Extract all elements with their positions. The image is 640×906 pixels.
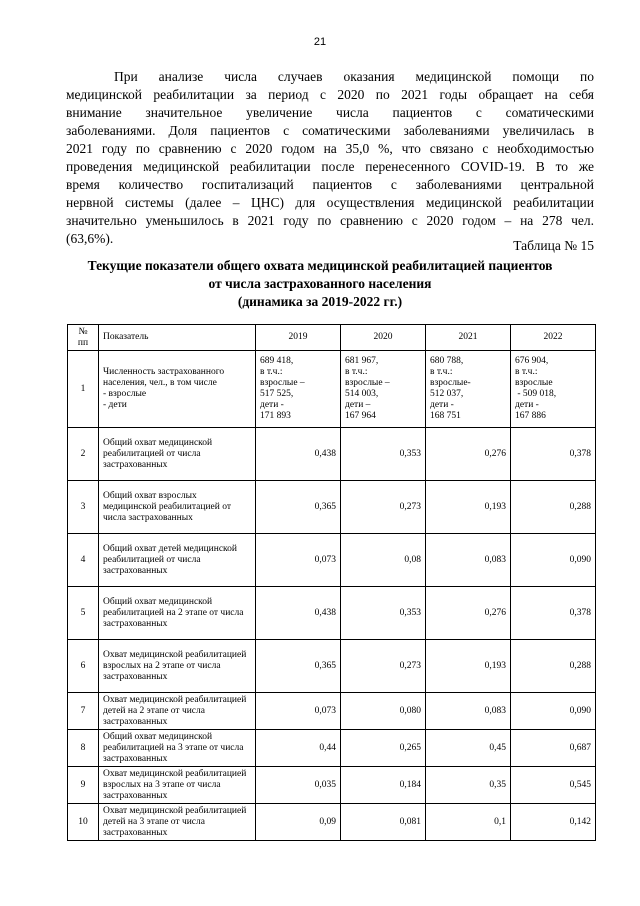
cell-line: 517 525, <box>260 389 294 399</box>
cell-line: взрослые – <box>260 378 305 388</box>
row-indicator: Охват медицинской реабилитацией детей на 3 этапе от числа застрахованных <box>99 804 256 841</box>
cell-line: 171 893 <box>260 411 291 421</box>
cell-line: 512 037, <box>430 389 464 399</box>
row-value: 0,193 <box>426 640 511 693</box>
row-value: 0,288 <box>511 481 596 534</box>
cell-line: взрослые <box>515 378 553 388</box>
row-value: 0,378 <box>511 428 596 481</box>
row-indicator: Общий охват детей медицинской реабилитацией от числа застрахованных <box>99 534 256 587</box>
table-row <box>68 534 596 587</box>
body-paragraph <box>66 68 594 248</box>
table-number: Таблица № 15 <box>513 238 594 253</box>
row-indicator: Общий охват медицинской реабилитацией от числа застрахованных <box>99 428 256 481</box>
row-indicator: Общий охват взрослых медицинской реабилитацией от числа застрахованных <box>99 481 256 534</box>
row-value: 0,687 <box>511 730 596 767</box>
header-num: № пп <box>68 325 99 351</box>
row-num: 2 <box>68 428 99 481</box>
cell-line: дети - <box>260 400 284 410</box>
row-value: 0,365 <box>256 640 341 693</box>
row-value: 0,090 <box>511 534 596 587</box>
cell-line: 168 751 <box>430 411 461 421</box>
cell-line: 676 904, <box>515 356 549 366</box>
paragraph-line: внимание значительное увеличение числа пациентов с соматическими <box>66 105 594 120</box>
row-value: 0,080 <box>341 693 426 730</box>
row-value: 0,35 <box>426 767 511 804</box>
row-value: 0,090 <box>511 693 596 730</box>
header-year: 2019 <box>256 325 341 351</box>
cell-line: дети - <box>515 400 539 410</box>
row-value: 0,273 <box>341 481 426 534</box>
cell-line: 167 964 <box>345 411 376 421</box>
table-title <box>40 257 600 311</box>
table-row <box>68 693 596 730</box>
row-value <box>341 351 426 428</box>
row-value: 0,545 <box>511 767 596 804</box>
row-num: 5 <box>68 587 99 640</box>
table-header-row <box>68 325 596 351</box>
row-value: 0,365 <box>256 481 341 534</box>
cell-line: в т.ч.: <box>430 367 453 377</box>
paragraph-line: время количество госпитализаций пациентов с заболеваниями центральной <box>66 177 594 192</box>
table-row <box>68 351 596 428</box>
title-line: от числа застрахованного населения <box>208 276 432 291</box>
row-num: 3 <box>68 481 99 534</box>
row-num: 7 <box>68 693 99 730</box>
table-row <box>68 640 596 693</box>
row-value: 0,08 <box>341 534 426 587</box>
table-row <box>68 804 596 841</box>
row-value: 0,142 <box>511 804 596 841</box>
cell-line: 689 418, <box>260 356 294 366</box>
cell-line: в т.ч.: <box>515 367 538 377</box>
row-num: 1 <box>68 351 99 428</box>
cell-line: 680 788, <box>430 356 464 366</box>
paragraph-line: нервной системы (далее – ЦНС) для осуществления медицинской реабилитации <box>66 195 594 210</box>
header-indicator: Показатель <box>99 325 256 351</box>
row-num: 6 <box>68 640 99 693</box>
row-value <box>256 351 341 428</box>
table-row <box>68 481 596 534</box>
row-indicator: Численность застрахованного населения, чел., в том числе - взрослые - дети <box>99 351 256 428</box>
table-row <box>68 730 596 767</box>
row-value: 0,193 <box>426 481 511 534</box>
row-value: 0,288 <box>511 640 596 693</box>
row-value: 0,45 <box>426 730 511 767</box>
row-value: 0,081 <box>341 804 426 841</box>
row-value: 0,184 <box>341 767 426 804</box>
row-value <box>511 351 596 428</box>
paragraph-line: (63,6%). <box>66 231 114 246</box>
row-indicator: Охват медицинской реабилитацией детей на 2 этапе от числа застрахованных <box>99 693 256 730</box>
row-indicator: Общий охват медицинской реабилитацией на 2 этапе от числа застрахованных <box>99 587 256 640</box>
row-num: 4 <box>68 534 99 587</box>
row-value: 0,438 <box>256 428 341 481</box>
title-line: Текущие показатели общего охвата медицинской реабилитацией пациентов <box>87 258 553 273</box>
cell-line: 514 003, <box>345 389 379 399</box>
row-num: 9 <box>68 767 99 804</box>
title-line: (динамика за 2019-2022 гг.) <box>237 294 403 309</box>
row-value: 0,083 <box>426 693 511 730</box>
row-value: 0,378 <box>511 587 596 640</box>
row-value: 0,073 <box>256 693 341 730</box>
paragraph-line: значительно уменьшилось в 2021 году по сравнению с 2020 годом – на 278 чел. <box>66 213 594 228</box>
row-indicator: Охват медицинской реабилитацией взрослых на 3 этапе от числа застрахованных <box>99 767 256 804</box>
cell-line: в т.ч.: <box>345 367 368 377</box>
row-value: 0,273 <box>341 640 426 693</box>
header-year: 2021 <box>426 325 511 351</box>
row-value: 0,035 <box>256 767 341 804</box>
cell-line: дети – <box>345 400 371 410</box>
row-value: 0,276 <box>426 587 511 640</box>
cell-line: в т.ч.: <box>260 367 283 377</box>
coverage-table <box>67 324 596 841</box>
paragraph-line: заболеваниями. Доля пациентов с соматическими заболеваниями увеличилась в <box>66 123 594 138</box>
cell-line: - 509 018, <box>515 389 557 399</box>
cell-line: взрослые- <box>430 378 471 388</box>
row-value: 0,09 <box>256 804 341 841</box>
paragraph-line: проведения медицинской реабилитации после перенесенного COVID-19. В то же <box>66 159 594 174</box>
row-value: 0,1 <box>426 804 511 841</box>
row-value: 0,073 <box>256 534 341 587</box>
row-value: 0,276 <box>426 428 511 481</box>
row-value: 0,353 <box>341 587 426 640</box>
paragraph-line: медицинской реабилитации за период с 2020 по 2021 годы обращает на себя <box>66 87 594 102</box>
table-row <box>68 428 596 481</box>
row-value: 0,083 <box>426 534 511 587</box>
cell-line: взрослые – <box>345 378 390 388</box>
cell-line: 681 967, <box>345 356 379 366</box>
row-value: 0,353 <box>341 428 426 481</box>
paragraph-line: 2021 году по сравнению с 2020 годом на 35,0 %, что связано с необходимостью <box>66 141 594 156</box>
row-num: 8 <box>68 730 99 767</box>
cell-line: 167 886 <box>515 411 546 421</box>
row-value: 0,44 <box>256 730 341 767</box>
cell-line: дети - <box>430 400 454 410</box>
table-row <box>68 767 596 804</box>
page-number: 21 <box>313 36 327 48</box>
row-num: 10 <box>68 804 99 841</box>
header-year: 2020 <box>341 325 426 351</box>
row-value <box>426 351 511 428</box>
row-value: 0,265 <box>341 730 426 767</box>
row-indicator: Общий охват медицинской реабилитацией на 3 этапе от числа застрахованных <box>99 730 256 767</box>
header-year: 2022 <box>511 325 596 351</box>
row-value: 0,438 <box>256 587 341 640</box>
row-indicator: Охват медицинской реабилитацией взрослых на 2 этапе от числа застрахованных <box>99 640 256 693</box>
paragraph-line: При анализе числа случаев оказания медицинской помощи по <box>114 69 594 84</box>
table-row <box>68 587 596 640</box>
